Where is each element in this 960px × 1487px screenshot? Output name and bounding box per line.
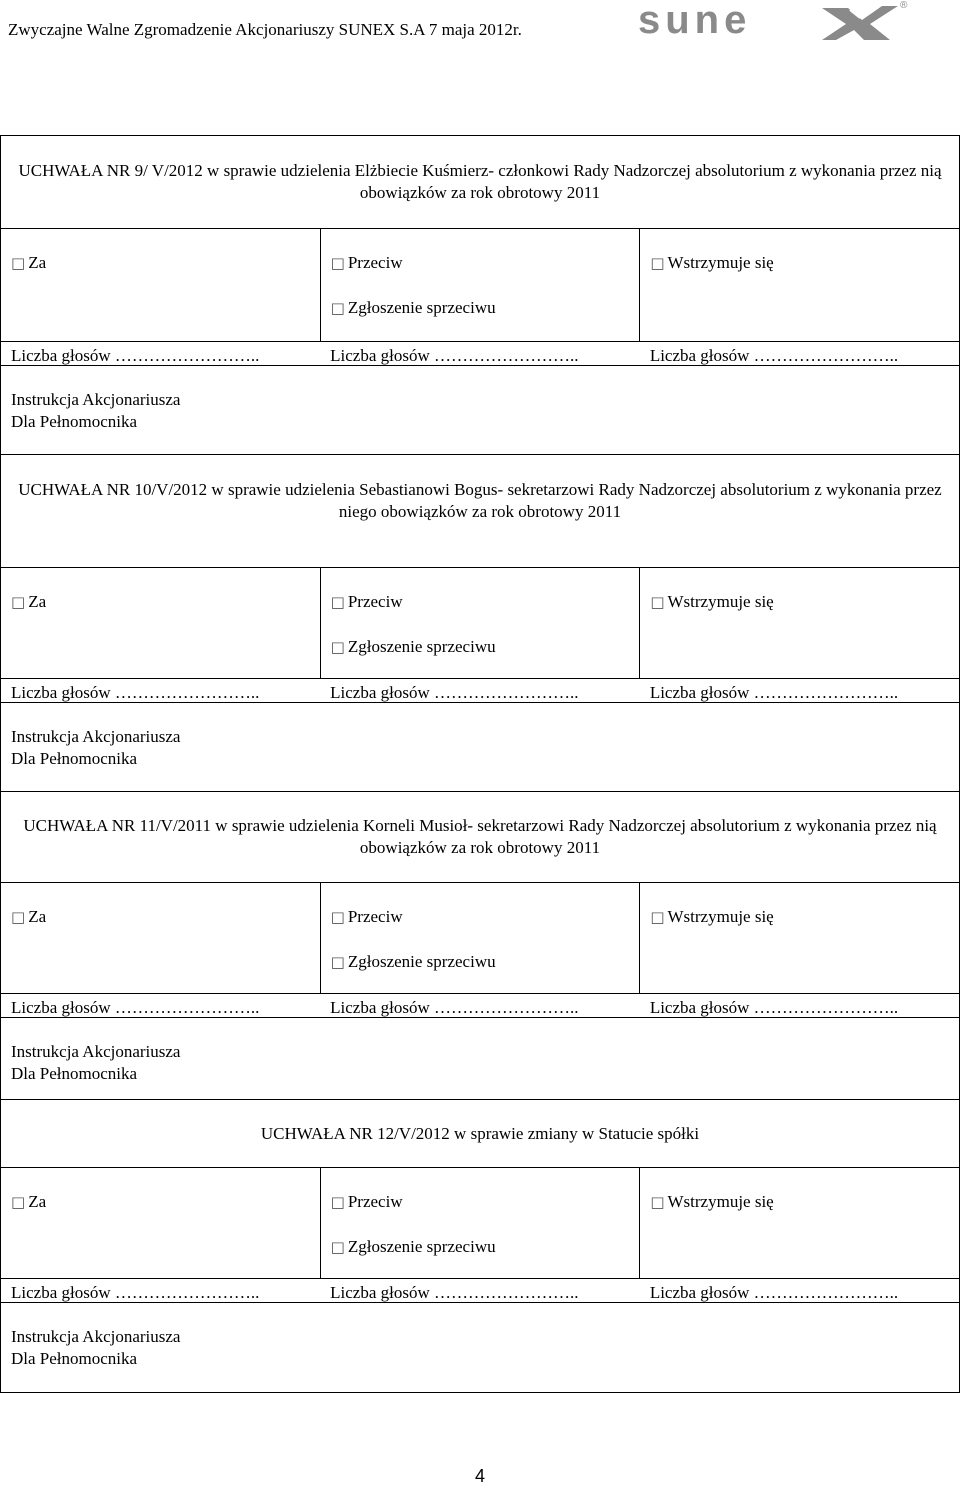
vote-count-wstrzymuje[interactable]: Liczba głosów …………………….. [649,683,899,702]
logo-text: sune [638,0,752,42]
option-label: Wstrzymuje się [667,1192,774,1211]
option-label: Przeciw [347,907,403,926]
checkbox-icon[interactable]: □ [650,1193,665,1211]
vote-count-przeciw[interactable]: Liczba głosów …………………….. [330,683,579,702]
option-label: Przeciw [347,1192,403,1211]
checkbox-icon[interactable]: □ [330,254,345,272]
option-przeciw-cell[interactable] [320,1168,640,1279]
instruction-cell[interactable] [1,703,960,792]
instruction-line2: Dla Pełnomocnika [11,1064,138,1083]
option-przeciw[interactable] [331,591,403,613]
resolution-title-row [1,792,960,883]
resolution-title: UCHWAŁA NR 12/V/2012 w sprawie zmiany w Statucie spółki [260,1123,700,1143]
vote-count-wstrzymuje[interactable]: Liczba głosów …………………….. [649,346,899,365]
instruction-row [1,703,960,792]
checkbox-icon[interactable]: □ [11,254,26,272]
option-wstrzymuje[interactable] [650,1191,773,1213]
option-wstrzymuje[interactable] [650,252,773,274]
vote-count-row [1,679,960,703]
resolution-title-cell [1,1100,960,1168]
option-label: Za [28,592,47,611]
registered-mark: ® [900,0,908,11]
option-za-cell[interactable] [1,1168,321,1279]
vote-count-row [1,342,960,366]
option-wstrzymuje[interactable] [650,591,773,613]
checkbox-icon[interactable]: □ [11,1193,26,1211]
option-za-cell[interactable] [1,229,321,342]
checkbox-icon[interactable]: □ [330,1238,345,1256]
vote-count-za[interactable]: Liczba głosów …………………….. [11,683,260,702]
instruction-row [1,1018,960,1100]
option-za[interactable] [11,591,46,613]
checkbox-icon[interactable]: □ [330,299,345,317]
option-label: Za [28,907,47,926]
option-wstrzymuje-cell[interactable] [640,1168,960,1279]
resolution-title: UCHWAŁA NR 11/V/2011 w sprawie udzielenia Korneli Musioł- sekretarzowi Rady Nadzorczej absolutorium z wykonania przez nią obowiązków za rok obrotowy 2011 [23,816,937,857]
instruction-line1: Instrukcja Akcjonariusza [11,1042,181,1061]
option-label: Zgłoszenie sprzeciwu [347,298,496,317]
option-za[interactable] [11,906,46,928]
option-zgloszenie[interactable] [331,1236,496,1258]
option-przeciw[interactable] [331,1191,403,1213]
instruction-cell[interactable] [1,366,960,455]
vote-options-row [1,883,960,994]
option-za-cell[interactable] [1,883,321,994]
resolutions-table [0,135,960,1393]
instruction-line2: Dla Pełnomocnika [11,1349,138,1368]
vote-count-przeciw[interactable]: Liczba głosów …………………….. [330,346,579,365]
option-label: Zgłoszenie sprzeciwu [347,637,496,656]
option-label: Za [28,253,47,272]
checkbox-icon[interactable]: □ [330,638,345,656]
checkbox-icon[interactable]: □ [650,593,665,611]
instruction-line1: Instrukcja Akcjonariusza [11,727,181,746]
resolution-title-cell [1,792,960,883]
option-przeciw-cell[interactable] [320,229,640,342]
resolution-title-cell [1,455,960,568]
option-wstrzymuje[interactable] [650,906,773,928]
vote-count-przeciw[interactable]: Liczba głosów …………………….. [330,998,579,1017]
resolution-title: UCHWAŁA NR 10/V/2012 w sprawie udzielenia Sebastianowi Bogus- sekretarzowi Rady Nadzorczej absolutorium z wykonania przez niego obowiązków za rok obrotowy 2011 [18,480,942,521]
option-label: Wstrzymuje się [667,592,774,611]
resolution-title-row [1,136,960,229]
option-zgloszenie[interactable] [331,297,496,319]
vote-count-row [1,1279,960,1303]
vote-count-za[interactable]: Liczba głosów …………………….. [11,998,260,1017]
vote-count-row [1,994,960,1018]
vote-options-row [1,1168,960,1279]
checkbox-icon[interactable]: □ [330,593,345,611]
logo-x-icon [820,2,900,42]
resolution-title: UCHWAŁA NR 9/ V/2012 w sprawie udzielenia Elżbiecie Kuśmierz- członkowi Rady Nadzorczej absolutorium z wykonania przez nią obowiązków za rok obrotowy 2011 [18,161,942,202]
resolution-title-row [1,455,960,568]
instruction-cell[interactable] [1,1018,960,1100]
option-przeciw[interactable] [331,906,403,928]
page-number: 4 [474,1466,485,1486]
resolution-title-row [1,1100,960,1168]
option-label: Za [28,1192,47,1211]
option-label: Zgłoszenie sprzeciwu [347,1237,496,1256]
option-label: Przeciw [347,592,403,611]
instruction-row [1,366,960,455]
page-header [0,0,960,52]
option-przeciw-cell[interactable] [320,883,640,994]
option-wstrzymuje-cell[interactable] [640,568,960,679]
instruction-line2: Dla Pełnomocnika [11,749,138,768]
option-label: Wstrzymuje się [667,907,774,926]
vote-count-za[interactable]: Liczba głosów …………………….. [11,346,260,365]
instruction-row [1,1303,960,1393]
option-za-cell[interactable] [1,568,321,679]
vote-options-row [1,229,960,342]
instruction-cell[interactable] [1,1303,960,1393]
checkbox-icon[interactable]: □ [330,908,345,926]
instruction-line2: Dla Pełnomocnika [11,412,138,431]
vote-count-wstrzymuje[interactable]: Liczba głosów …………………….. [649,998,899,1017]
option-wstrzymuje-cell[interactable] [640,229,960,342]
option-wstrzymuje-cell[interactable] [640,883,960,994]
header-title: Zwyczajne Walne Zgromadzenie Akcjonariuszy SUNEX S.A 7 maja 2012r. [8,20,522,39]
option-zgloszenie[interactable] [331,951,496,973]
vote-count-za[interactable]: Liczba głosów …………………….. [11,1283,260,1302]
vote-options-row [1,568,960,679]
checkbox-icon[interactable]: □ [11,908,26,926]
option-label: Przeciw [347,253,403,272]
checkbox-icon[interactable]: □ [11,593,26,611]
option-przeciw-cell[interactable] [320,568,640,679]
option-za[interactable] [11,1191,46,1213]
option-przeciw[interactable] [331,252,403,274]
option-label: Zgłoszenie sprzeciwu [347,952,496,971]
option-zgloszenie[interactable] [331,636,496,658]
checkbox-icon[interactable]: □ [650,908,665,926]
sunex-logo [638,2,913,44]
option-label: Wstrzymuje się [667,253,774,272]
vote-count-wstrzymuje[interactable]: Liczba głosów …………………….. [649,1283,899,1302]
vote-count-przeciw[interactable]: Liczba głosów …………………….. [330,1283,579,1302]
checkbox-icon[interactable]: □ [330,1193,345,1211]
instruction-line1: Instrukcja Akcjonariusza [11,1327,181,1346]
resolution-title-cell [1,136,960,229]
checkbox-icon[interactable]: □ [650,254,665,272]
checkbox-icon[interactable]: □ [330,953,345,971]
instruction-line1: Instrukcja Akcjonariusza [11,390,181,409]
option-za[interactable] [11,252,46,274]
